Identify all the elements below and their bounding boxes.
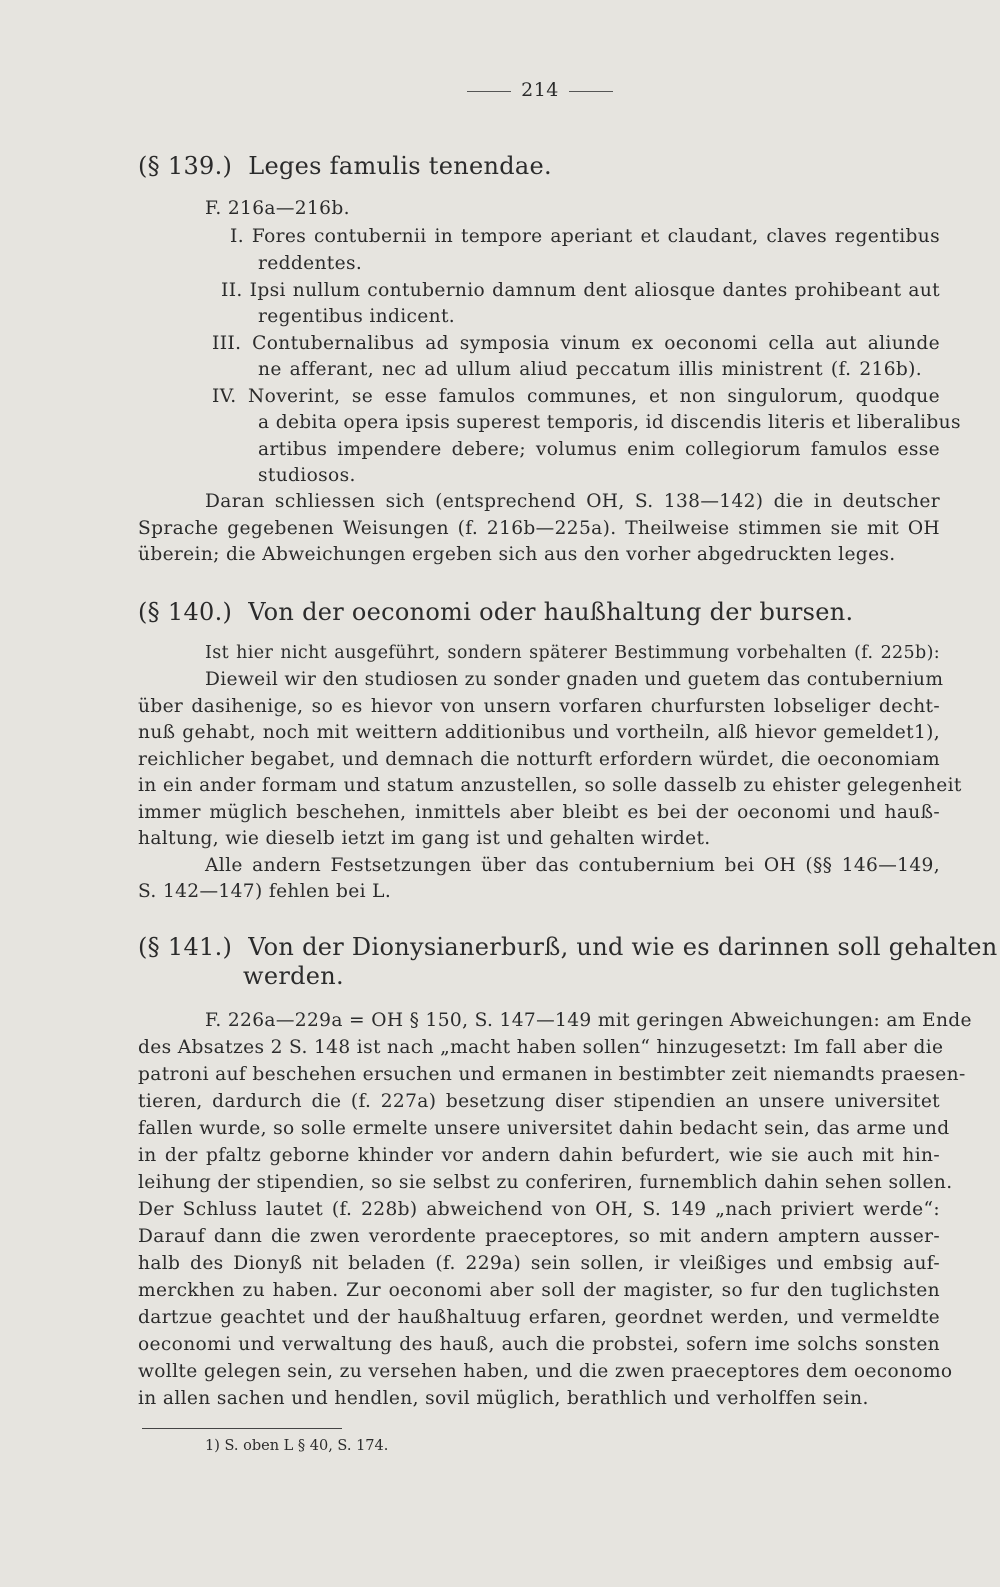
rule-iv-line-2: a debita opera ipsis superest temporis, id discendis literis et liberalibus — [258, 412, 961, 433]
folio-reference: F. 216a—216b. — [205, 198, 350, 219]
page-number — [450, 79, 630, 101]
paragraph-line: S. 142—147) fehlen bei L. — [138, 881, 392, 902]
section-title-line-1: Von der Dionysianerburß, und wie es darinnen soll gehalten — [248, 933, 998, 961]
paragraph-line: überein; die Abweichungen ergeben sich aus den vorher abgedruckten leges. — [138, 544, 896, 565]
paragraph-line: F. 226a—229a = OH § 150, S. 147—149 mit geringen Abweichungen: am Ende — [205, 1010, 972, 1031]
paragraph-line: über dasihenige, so es hievor von unsern vorfaren churfursten lobseliger decht- — [138, 696, 940, 717]
footnote: 1) S. oben L § 40, S. 174. — [205, 1438, 389, 1454]
paragraph-line: in der pfaltz geborne khinder vor andern dahin befurdert, wie sie auch mit hin- — [138, 1145, 940, 1166]
section-number: (§ 139.) — [138, 152, 233, 180]
paragraph-line: in ein ander formam und statum anzustellen, so solle dasselb zu ehister gelegenheit — [138, 775, 962, 796]
paragraph-line: Sprache gegebenen Weisungen (f. 216b—225a). Theilweise stimmen sie mit OH — [138, 518, 940, 539]
section-title: Von der oeconomi oder haußhaltung der bursen. — [248, 598, 854, 626]
paragraph-line: wollte gelegen sein, zu versehen haben, und die zwen praeceptores dem oeconomo — [138, 1361, 953, 1382]
rule-iii-line-2: ne afferant, nec ad ullum aliud peccatum illis ministrent (f. 216b). — [258, 359, 922, 380]
section-number: (§ 140.) — [138, 598, 233, 626]
paragraph-line: reichlicher begabet, und demnach die notturft erfordern würdet, die oeconomiam — [138, 749, 940, 770]
paragraph-line: Darauf dann die zwen verordente praeceptores, so mit andern amptern ausser- — [138, 1226, 940, 1247]
paragraph-line: Der Schluss lautet (f. 228b) abweichend von OH, S. 149 „nach priviert werde“: — [138, 1199, 940, 1220]
section-title: Leges famulis tenendae. — [248, 152, 552, 180]
paragraph-line: in allen sachen und hendlen, sovil müglich, berathlich und verholffen sein. — [138, 1388, 869, 1409]
paragraph-line: tieren, dardurch die (f. 227a) besetzung diser stipendien an unsere universitet — [138, 1091, 940, 1112]
section-title-line-2: werden. — [243, 962, 344, 990]
rule-i-line-2: reddentes. — [258, 253, 363, 274]
rule-iv-line-1: IV. Noverint, se esse famulos communes, et non singulorum, quodque — [212, 386, 940, 407]
paragraph-line: Dieweil wir den studiosen zu sonder gnaden und guetem das contubernium — [205, 669, 944, 690]
paragraph-line: oeconomi und verwaltung des hauß, auch die probstei, sofern ime solchs sonsten — [138, 1334, 940, 1355]
section-141-heading — [138, 933, 998, 961]
page-number-dash-left — [467, 91, 511, 92]
paragraph-line: Ist hier nicht ausgeführt, sondern späterer Bestimmung vorbehalten (f. 225b): — [205, 643, 940, 663]
rule-ii-line-2: regentibus indicent. — [258, 306, 456, 327]
paragraph-line: halb des Dionyß nit beladen (f. 229a) sein sollen, ir vleißiges und embsig auf- — [138, 1253, 940, 1274]
page-number-text: 214 — [521, 79, 559, 101]
section-number: (§ 141.) — [138, 933, 233, 961]
rule-iii-line-1: III. Contubernalibus ad symposia vinum ex oeconomi cella aut aliunde — [212, 333, 940, 354]
paragraph-line: leihung der stipendien, so sie selbst zu conferiren, furnemblich dahin sehen sollen. — [138, 1172, 953, 1193]
paragraph-line: des Absatzes 2 S. 148 ist nach „macht haben sollen“ hinzugesetzt: Im fall aber die — [138, 1037, 944, 1058]
rule-iv-line-3: artibus impendere debere; volumus enim collegiorum famulos esse — [258, 439, 940, 460]
section-139-heading — [138, 152, 552, 180]
page-number-dash-right — [569, 91, 613, 92]
rule-iv-line-4: studiosos. — [258, 465, 356, 486]
paragraph-line: dartzue geachtet und der haußhaltuug erfaren, geordnet werden, und vermeldte — [138, 1307, 940, 1328]
paragraph-line: Alle andern Festsetzungen über das contubernium bei OH (§§ 146—149, — [205, 855, 940, 876]
paragraph-line: fallen wurde, so solle ermelte unsere universitet dahin bedacht sein, das arme und — [138, 1118, 950, 1139]
paragraph-line: haltung, wie dieselb ietzt im gang ist und gehalten wirdet. — [138, 828, 711, 849]
footnote-rule — [142, 1428, 342, 1429]
paragraph-line: patroni auf beschehen ersuchen und ermanen in bestimbter zeit niemandts praesen- — [138, 1064, 966, 1085]
paragraph-line: nuß gehabt, noch mit weittern additionibus und vortheiln, alß hievor gemeldet1), — [138, 722, 940, 743]
paragraph-line: merckhen zu haben. Zur oeconomi aber soll der magister, so fur den tuglichsten — [138, 1280, 940, 1301]
rule-i-line-1: I. Fores contubernii in tempore aperiant et claudant, claves regentibus — [230, 226, 940, 247]
paragraph-line: immer müglich beschehen, inmittels aber bleibt es bei der oeconomi und hauß- — [138, 802, 940, 823]
rule-ii-line-1: II. Ipsi nullum contubernio damnum dent aliosque dantes prohibeant aut — [221, 280, 940, 301]
paragraph-line: Daran schliessen sich (entsprechend OH, S. 138—142) die in deutscher — [205, 491, 940, 512]
section-140-heading — [138, 598, 853, 626]
